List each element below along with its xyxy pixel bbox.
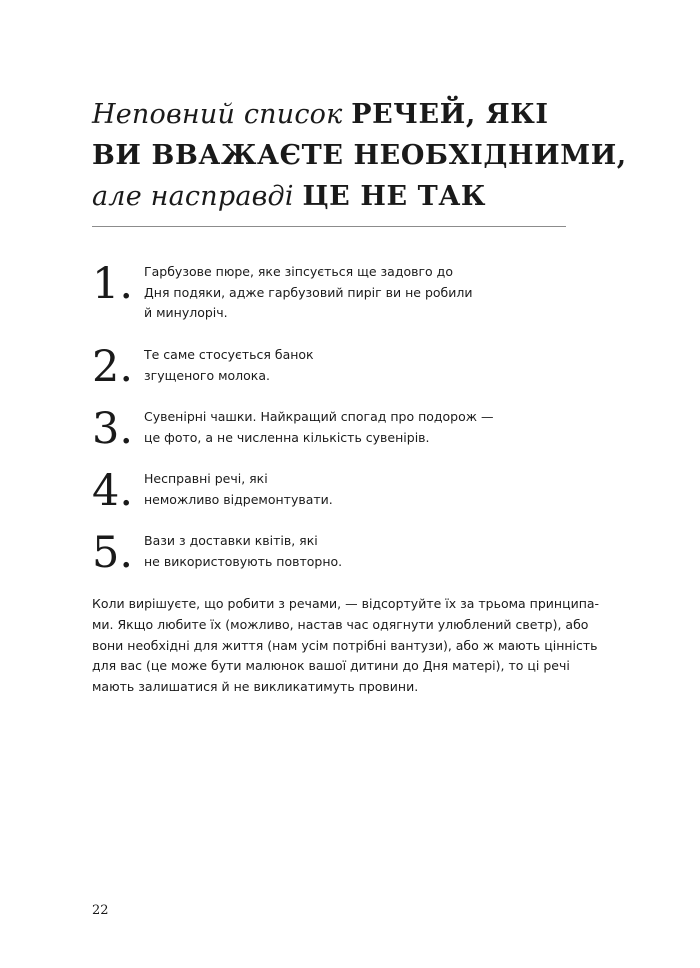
list-item-text	[144, 407, 512, 448]
list-item-line: не використовують повторно.	[144, 553, 343, 569]
list-number: 3.	[92, 404, 134, 454]
paragraph-line: мають залишатися й не викликатимуть провини.	[92, 679, 419, 695]
list-item-line: Сувенірні чашки. Найкращий спогад про подорож —	[144, 409, 494, 424]
paragraph-line: для вас (це може бути малюнок вашої дитини до Дня матері), то ці речі	[92, 658, 570, 674]
title-italic-1: Неповний список	[92, 99, 352, 130]
title-bold-1: РЕЧЕЙ, ЯКІ	[351, 99, 549, 130]
list-item	[92, 259, 512, 324]
page-title	[92, 94, 627, 217]
list-item-text	[144, 531, 512, 572]
list-item-line: Несправні речі, які	[144, 471, 268, 486]
list-item-line: Дня подяки, адже гарбузовий пиріг ви не робили	[144, 284, 473, 300]
paragraph-line: Коли вирішуєте, що робити з речами, — відсортуйте їх за трьома принципа-	[92, 596, 600, 611]
page-number: 22	[92, 903, 109, 918]
list-number: 1.	[92, 259, 134, 309]
list-item-line: Те саме стосується банок	[144, 347, 314, 362]
list-item-text	[144, 469, 512, 510]
title-italic-3: але насправді	[92, 181, 303, 212]
title-line-1	[92, 94, 572, 135]
list-item-line: це фото, а не численна кількість сувенірів.	[144, 429, 430, 445]
title-line-2	[92, 135, 627, 176]
list-item	[92, 466, 512, 531]
title-bold-2: ВИ ВВАЖАЄТЕ НЕОБХІДНИМИ,	[92, 140, 627, 171]
paragraph-line: вони необхідні для життя (нам усім потрібні вантузи), або ж мають цінність	[92, 637, 598, 653]
list-item-line: Гарбузове пюре, яке зіпсується ще задовго до	[144, 264, 453, 279]
numbered-list	[92, 259, 512, 583]
list-number: 4.	[92, 466, 134, 516]
list-item-text	[144, 262, 512, 324]
list-item-line: Вази з доставки квітів, які	[144, 533, 318, 548]
title-divider	[92, 226, 566, 227]
list-item-text	[144, 345, 512, 386]
body-paragraph	[92, 594, 600, 698]
list-number: 2.	[92, 342, 134, 392]
paragraph-line: ми. Якщо любите їх (можливо, настав час одягнути улюблений светр), або	[92, 616, 589, 632]
list-item-line: й минулоріч.	[144, 305, 228, 320]
title-bold-3: ЦЕ НЕ ТАК	[302, 181, 487, 212]
list-item-line: неможливо відремонтувати.	[144, 491, 333, 507]
list-number: 5.	[92, 528, 134, 578]
list-item	[92, 342, 512, 407]
list-item	[92, 528, 512, 583]
list-item	[92, 404, 512, 469]
title-line-3	[92, 176, 572, 217]
list-item-line: згущеного молока.	[144, 367, 270, 383]
